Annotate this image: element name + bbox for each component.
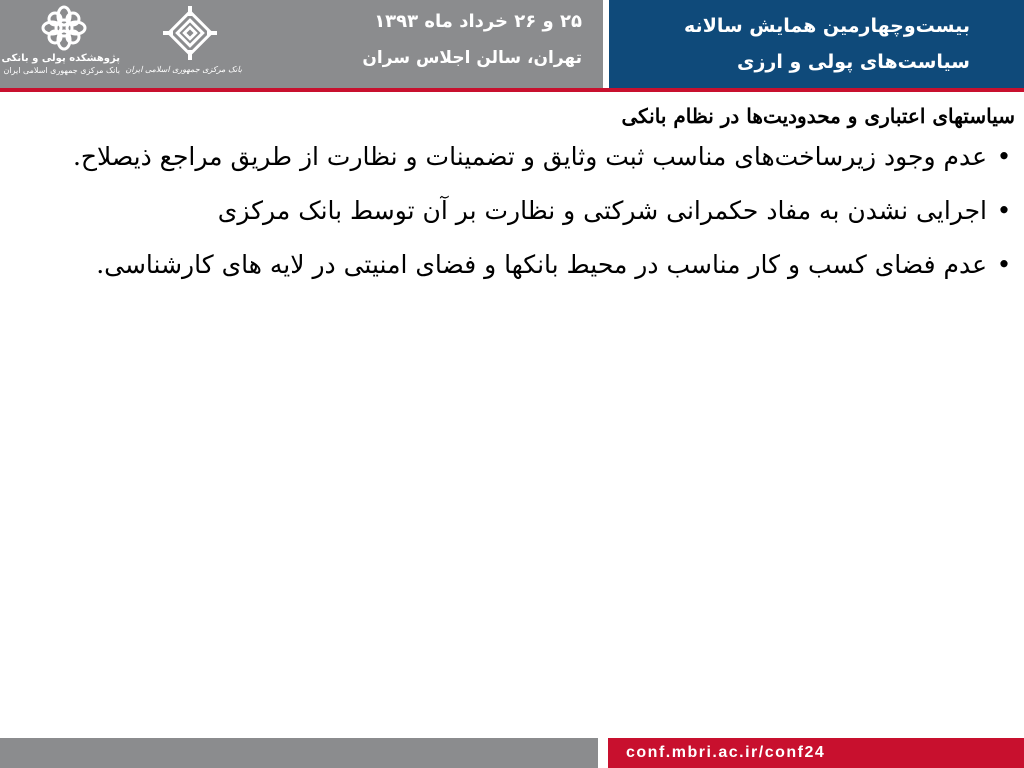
footer-url-link[interactable]: conf.mbri.ac.ir/conf24 xyxy=(626,744,826,761)
mbri-logo-name: پژوهشکده پولی و بانکی xyxy=(1,53,120,64)
mbri-logo-subname: بانک مرکزی جمهوری اسلامی ایران xyxy=(3,66,120,75)
bullet-marker: • xyxy=(996,196,1012,225)
event-place: تهران، سالن اجلاس سران xyxy=(362,48,582,68)
bullet-marker: • xyxy=(996,250,1012,279)
bullet-text: اجرایی نشدن به مفاد حکمرانی شرکتی و نظارت بر آن توسط بانک مرکزی xyxy=(217,196,987,225)
header-red-rule xyxy=(0,88,1024,92)
bullet-text: عدم وجود زیرساخت‌های مناسب ثبت وثایق و تضمینات و نظارت از طریق مراجع ذیصلاح. xyxy=(72,142,987,171)
footer-gray-bar xyxy=(0,738,598,768)
conference-title-line1: بیست‌وچهارمین همایش سالانه xyxy=(684,15,970,37)
central-bank-logo xyxy=(125,4,242,75)
conference-title-line2: سیاست‌های پولی و ارزی xyxy=(737,51,970,73)
bullet-list xyxy=(10,136,1015,286)
slide-subtitle: سیاستهای اعتباری و محدودیت‌ها در نظام بانکی xyxy=(621,104,1015,128)
slide-content xyxy=(10,96,1015,298)
bullet-text: عدم فضای کسب و کار مناسب در محیط بانکها و فضای امنیتی در لایه های کارشناسی. xyxy=(96,250,987,279)
bullet-marker: • xyxy=(996,142,1012,171)
footer-divider xyxy=(598,738,608,768)
event-date: ۲۵ و ۲۶ خرداد ماه ۱۳۹۳ xyxy=(374,11,582,32)
central-bank-emblem-icon xyxy=(161,4,219,62)
bullet-item xyxy=(10,136,1015,178)
conference-title xyxy=(618,8,970,80)
central-bank-logo-name: بانک مرکزی جمهوری اسلامی ایران xyxy=(125,65,242,74)
mbri-logo xyxy=(1,4,120,76)
bullet-item xyxy=(10,244,1015,286)
event-info xyxy=(320,8,582,72)
slide-header xyxy=(0,0,1024,92)
mbri-knot-logo-icon xyxy=(40,4,88,52)
bullet-item xyxy=(10,190,1015,232)
